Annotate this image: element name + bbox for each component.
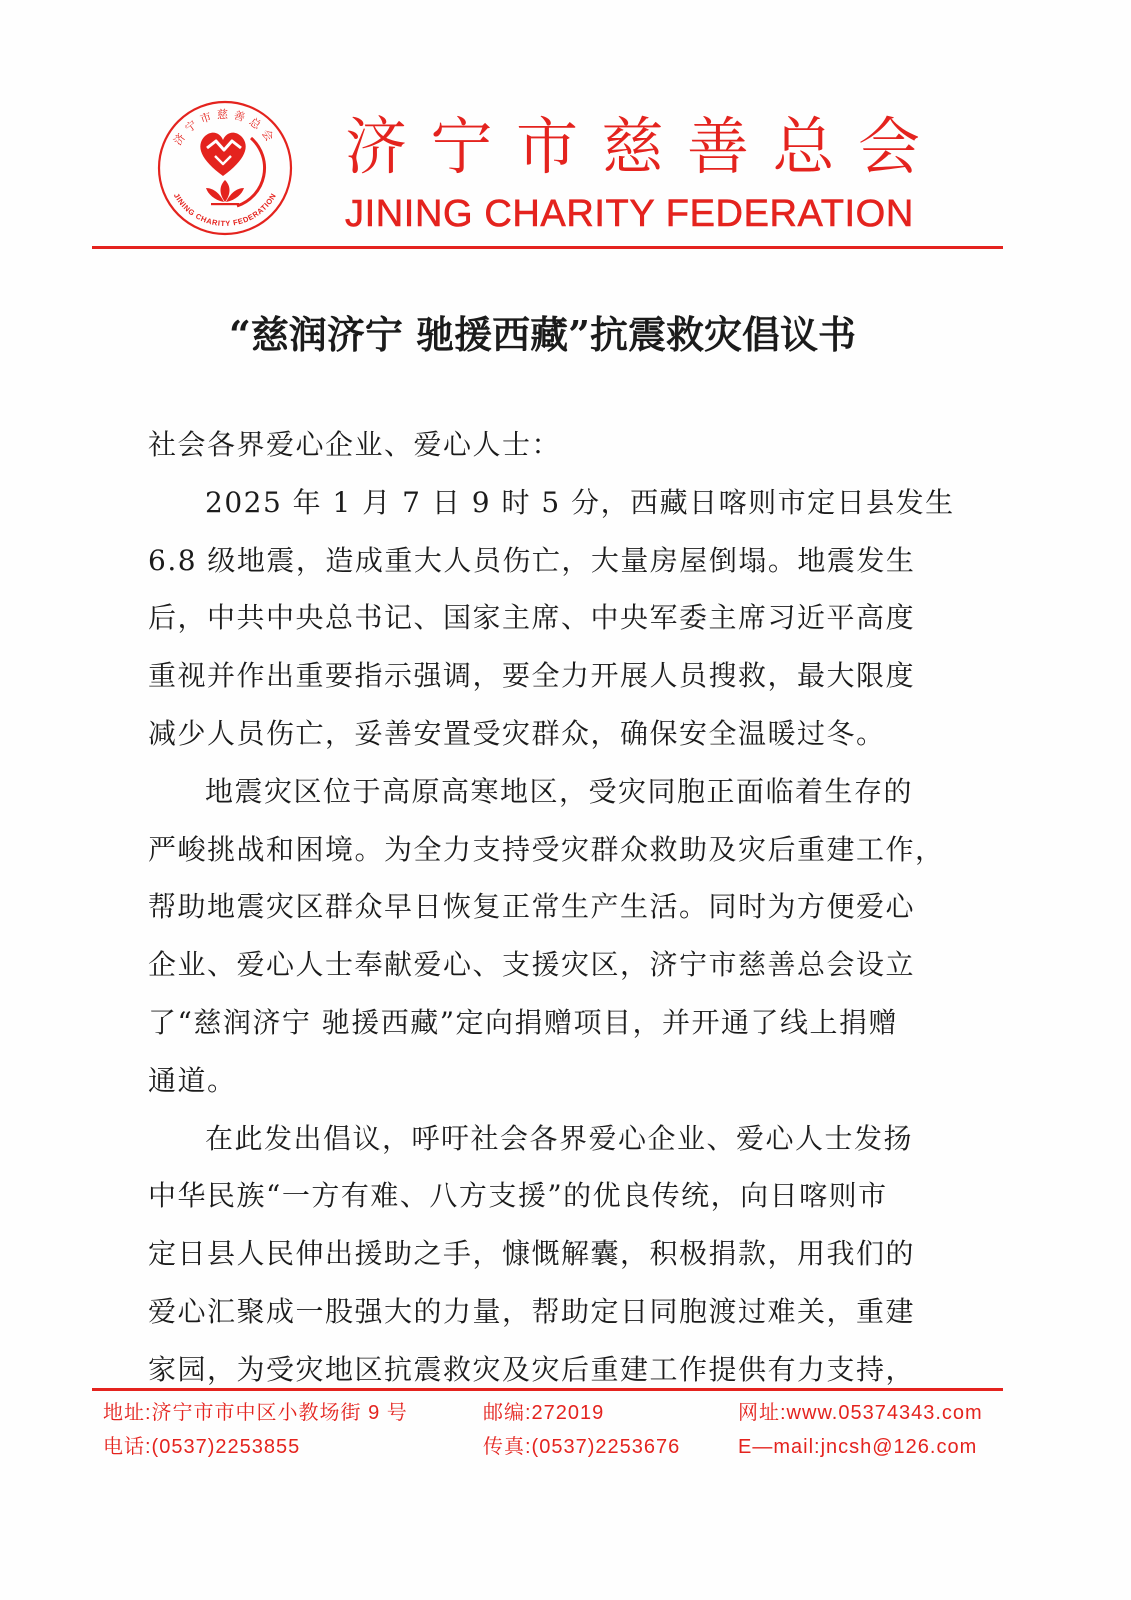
logo-ring-text-cn: 济宁市慈善总会	[171, 108, 279, 148]
header-divider	[92, 246, 1003, 249]
document-title: “慈润济宁 驰援西藏”抗震救灾倡议书	[229, 312, 856, 357]
footer-website: 网址:www.05374343.com	[738, 1402, 983, 1424]
heart-hands-icon	[200, 133, 245, 176]
body-line: 定日县人民伸出援助之手，慷慨解囊，积极捐款，用我们的	[148, 1237, 916, 1271]
footer-address: 地址:济宁市市中区小教场街 9 号	[103, 1402, 408, 1424]
body-line: 爱心汇聚成一股强大的力量，帮助定日同胞渡过难关，重建	[148, 1294, 916, 1328]
salutation: 社会各界爱心企业、爱心人士：	[148, 428, 562, 461]
body-line: 2025 年 1 月 7 日 9 时 5 分，西藏日喀则市定日县发生	[205, 485, 955, 519]
org-name-cn: 济宁市慈善总会	[345, 110, 944, 183]
lotus-icon	[206, 180, 244, 205]
footer-postcode: 邮编:272019	[483, 1402, 605, 1424]
body-line: 家园，为受灾地区抗震救灾及灾后重建工作提供有力支持，	[148, 1352, 916, 1386]
body-line: 6.8 级地震，造成重大人员伤亡，大量房屋倒塌。地震发生	[148, 543, 916, 577]
logo-ring-text-en: JINING CHARITY FEDERATION	[171, 191, 279, 229]
charity-federation-logo	[155, 98, 295, 238]
paragraph	[148, 474, 955, 763]
body-line: 中华民族“一方有难、八方支援”的优良传统，向日喀则市	[148, 1179, 888, 1213]
footer-phone: 电话:(0537)2253855	[103, 1436, 301, 1458]
body-line: 通道。	[148, 1063, 237, 1097]
document-body	[148, 416, 955, 1399]
body-line: 企业、爱心人士奉献爱心、支援灾区，济宁市慈善总会设立	[148, 948, 916, 982]
body-line: 帮助地震灾区群众早日恢复正常生产生活。同时为方便爱心	[148, 890, 916, 924]
body-line: 后，中共中央总书记、国家主席、中央军委主席习近平高度	[148, 601, 916, 635]
paragraph	[148, 763, 955, 1110]
body-line: 重视并作出重要指示强调，要全力开展人员搜救，最大限度	[148, 659, 916, 693]
body-line: 地震灾区位于高原高寒地区，受灾同胞正面临着生存的	[205, 774, 914, 808]
body-line: 在此发出倡议，呼吁社会各界爱心企业、爱心人士发扬	[205, 1121, 914, 1155]
body-line: 减少人员伤亡，妥善安置受灾群众，确保安全温暖过冬。	[148, 716, 886, 750]
body-line: 了“慈润济宁 驰援西藏”定向捐赠项目，并开通了线上捐赠	[148, 1005, 899, 1039]
footer-email: E—mail:jncsh@126.com	[738, 1436, 978, 1458]
org-name-en: JINING CHARITY FEDERATION	[345, 193, 914, 235]
footer-fax: 传真:(0537)2253676	[483, 1436, 681, 1458]
paragraph	[148, 1110, 955, 1399]
body-line: 严峻挑战和困境。为全力支持受灾群众救助及灾后重建工作，	[148, 832, 945, 866]
footer-divider	[92, 1388, 1003, 1391]
